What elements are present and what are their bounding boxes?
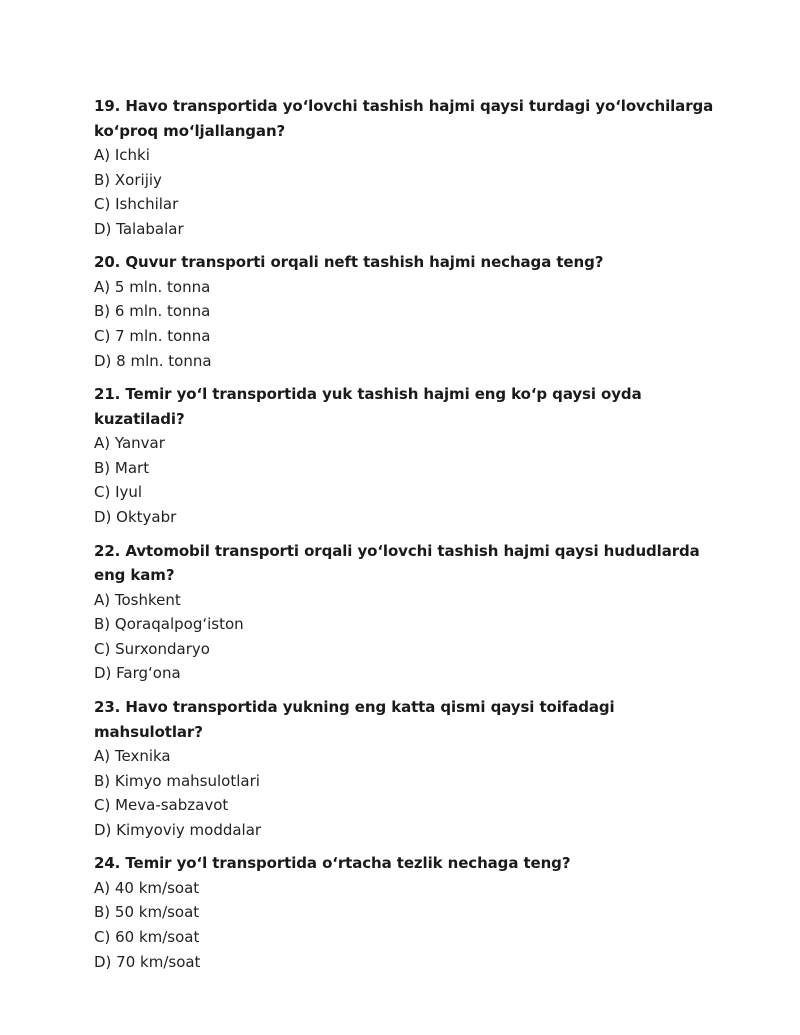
option-c: C) 60 km/soat [94, 928, 200, 947]
option-a: A) 40 km/soat [94, 878, 200, 897]
question-24 [94, 851, 714, 974]
option-c: C) Iyul [94, 483, 143, 502]
option-b: B) Kimyo mahsulotlari [94, 771, 260, 790]
option-c: C) 7 mln. tonna [94, 327, 211, 346]
option-c: C) Surxondaryo [94, 639, 210, 658]
option-c: C) Meva-sabzavot [94, 796, 229, 815]
option-d: D) 8 mln. tonna [94, 351, 212, 370]
option-c: C) Ishchilar [94, 195, 179, 214]
question-text: 20. Quvur transporti orqali neft tashish hajmi nechaga teng? [94, 253, 604, 272]
question-text: 23. Havo transportida yukning eng katta qismi qaysi toifadagi mahsulotlar? [94, 698, 615, 741]
document-page [94, 94, 714, 983]
option-a: A) Yanvar [94, 434, 165, 453]
question-text: 24. Temir yo‘l transportida o‘rtacha tezlik nechaga teng? [94, 854, 571, 873]
option-a: A) Ichki [94, 146, 150, 164]
question-21 [94, 382, 714, 529]
question-22 [94, 539, 714, 686]
option-b: B) Xorijiy [94, 170, 162, 189]
option-b: B) 6 mln. tonna [94, 302, 211, 321]
question-text: 19. Havo transportida yo‘lovchi tashish hajmi qaysi turdagi yo‘lovchilarga ko‘proq mo‘ljallangan? [94, 97, 714, 140]
question-text: 22. Avtomobil transporti orqali yo‘lovchi tashish hajmi qaysi hududlarda eng kam? [94, 541, 700, 585]
question-23 [94, 695, 714, 842]
option-b: B) Mart [94, 458, 150, 477]
option-d: D) Kimyoviy moddalar [94, 820, 262, 839]
option-a: A) Texnika [94, 747, 171, 765]
question-19 [94, 94, 714, 241]
option-d: D) Farg‘ona [94, 664, 181, 683]
question-20 [94, 250, 714, 373]
option-d: D) Oktyabr [94, 508, 177, 527]
option-d: D) 70 km/soat [94, 952, 201, 971]
question-text: 21. Temir yo‘l transportida yuk tashish hajmi eng ko‘p qaysi oyda kuzatiladi? [94, 385, 642, 428]
option-d: D) Talabalar [94, 219, 184, 238]
option-b: B) 50 km/soat [94, 903, 200, 922]
option-a: A) Toshkent [94, 590, 181, 609]
option-b: B) Qoraqalpog‘iston [94, 615, 244, 634]
option-a: A) 5 mln. tonna [94, 277, 211, 296]
